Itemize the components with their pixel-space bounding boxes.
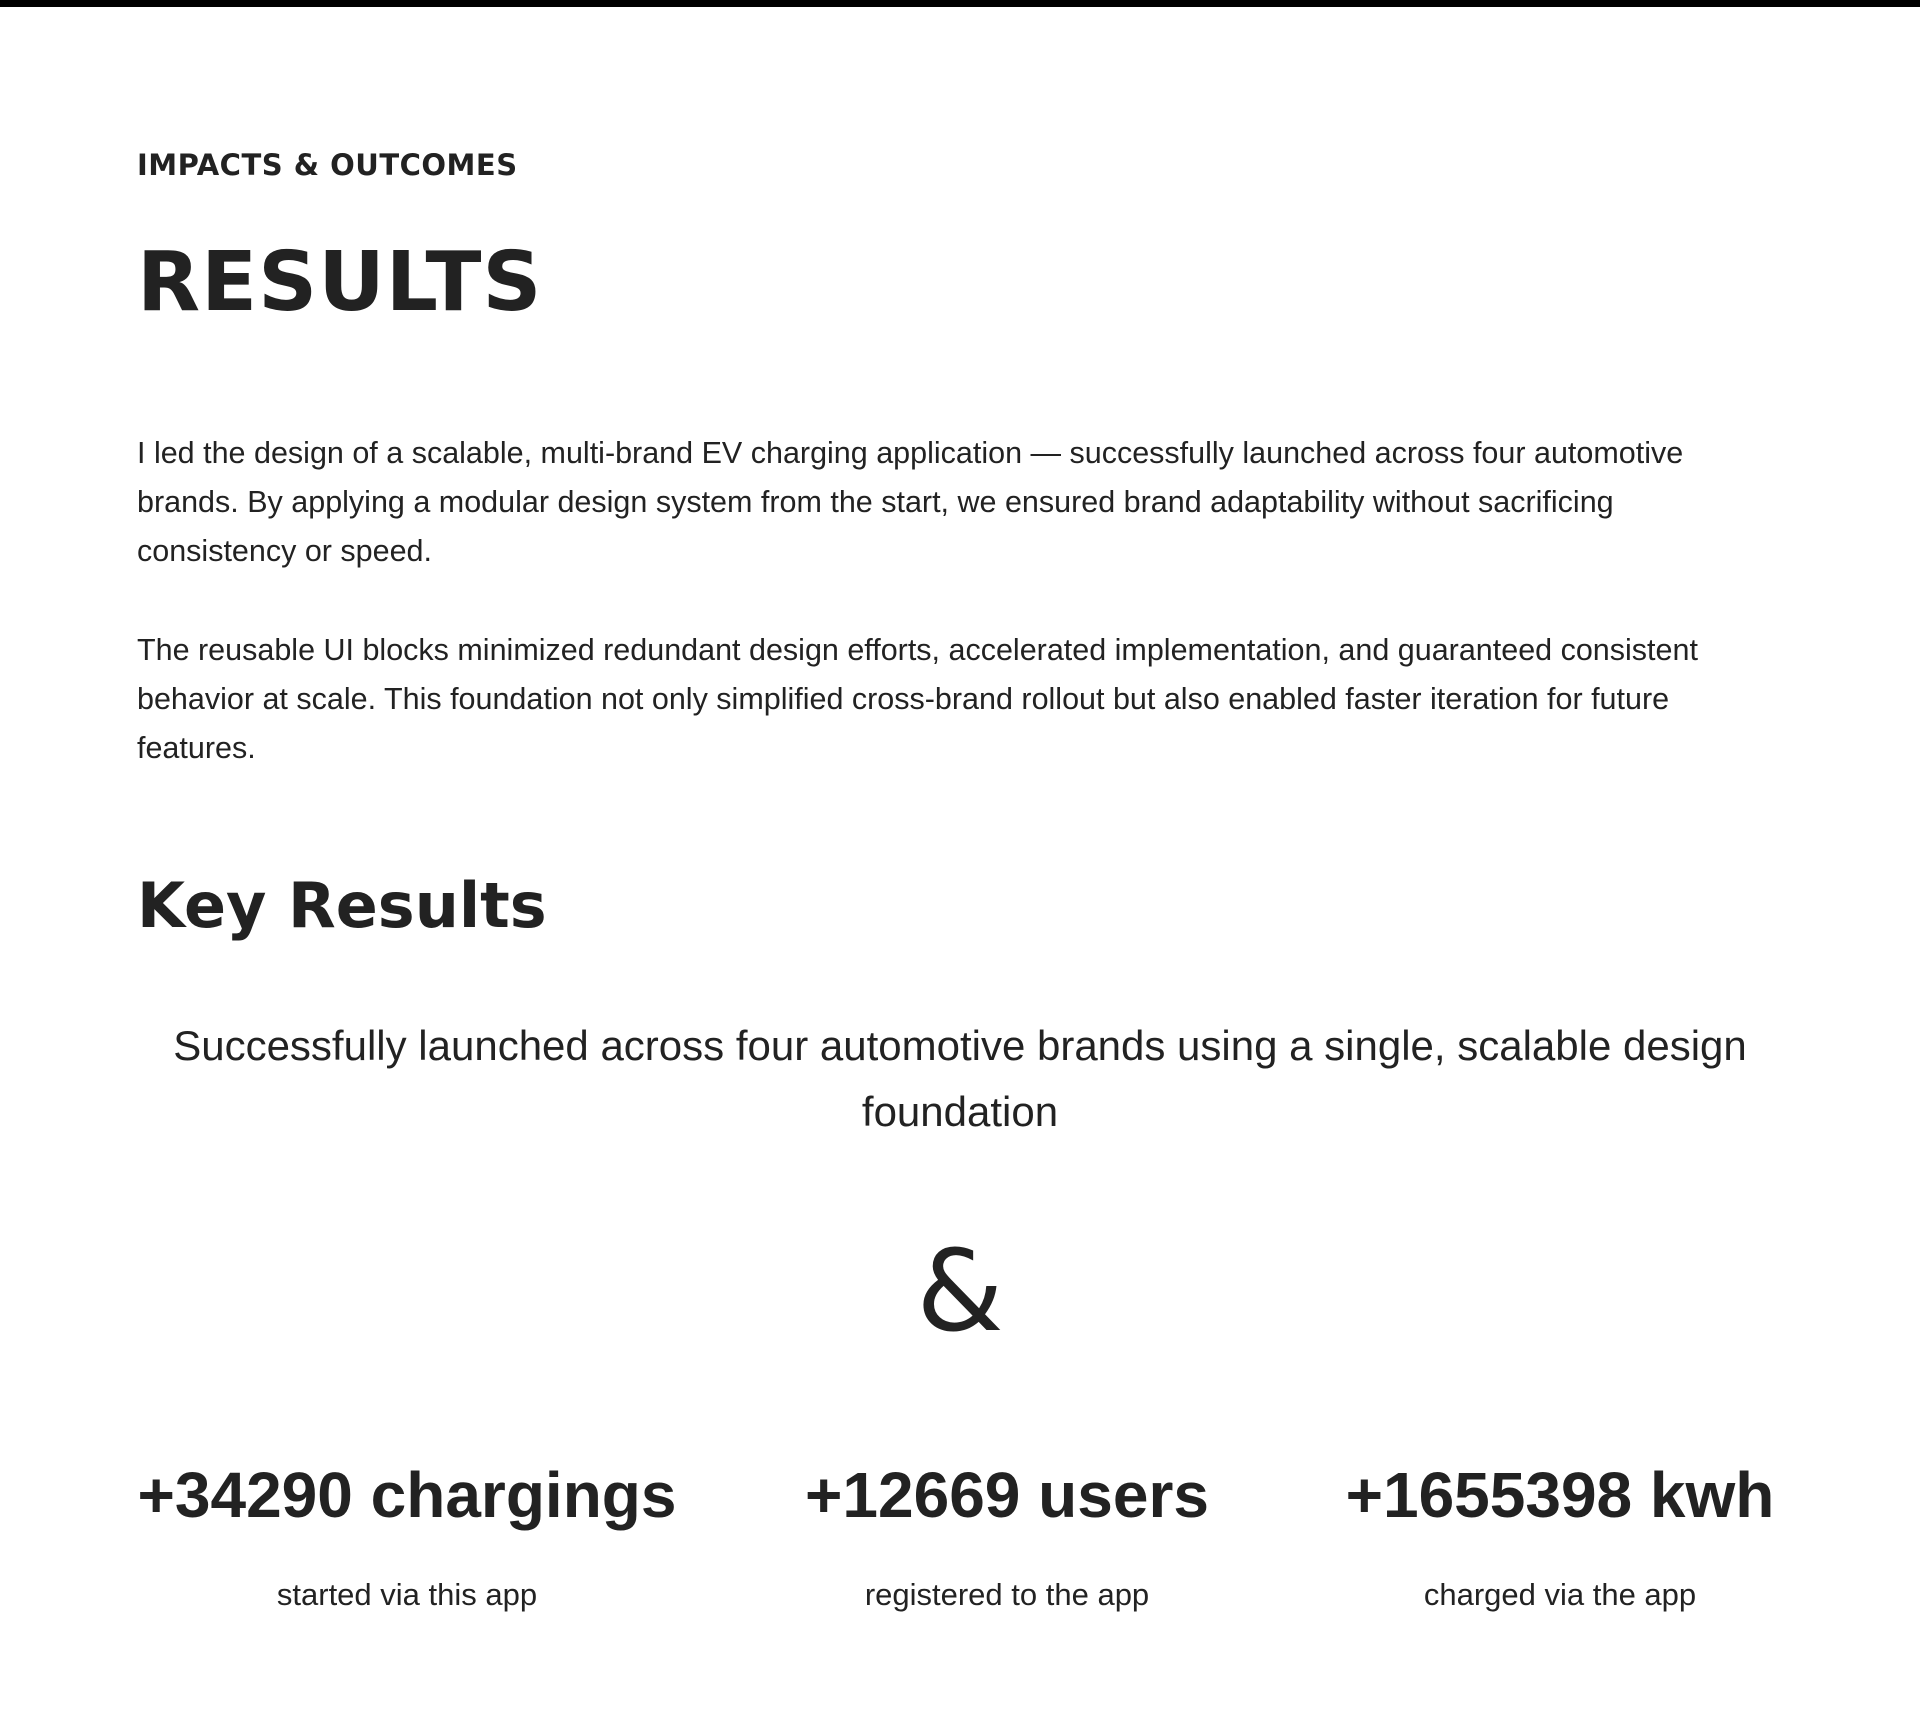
stat-kwh (1337, 1455, 1783, 1615)
stat-label: started via this app (276, 1577, 538, 1612)
intro-paragraph: I led the design of a scalable, multi-brand EV charging application — successfully launched across four automotive brands. By applying a modular design system from the start, we ensured brand adaptability without sacrificing consistency or speed. (137, 436, 1684, 568)
stat-label: registered to the app (864, 1577, 1150, 1612)
top-border (0, 0, 1920, 7)
stat-chargings (137, 1455, 677, 1615)
section-title: RESULTS (137, 235, 543, 330)
ampersand-separator: & (916, 1227, 1004, 1357)
stat-value: +12669 users (805, 1459, 1209, 1531)
detail-paragraph: The reusable UI blocks minimized redundant design efforts, accelerated implementation, and guaranteed consistent behavior at scale. This foundation not only simplified cross-brand rollout but also enabled faster iteration for future features. (137, 633, 1698, 765)
stat-users (797, 1455, 1217, 1615)
stat-label: charged via the app (1423, 1577, 1697, 1612)
stat-value: +1655398 kwh (1345, 1459, 1775, 1531)
key-results-heading: Key Results (137, 869, 547, 942)
key-results-highlight: Successfully launched across four automotive brands using a single, scalable design foundation (173, 1022, 1747, 1135)
stat-value: +34290 chargings (137, 1459, 677, 1531)
section-eyebrow: IMPACTS & OUTCOMES (137, 148, 518, 182)
